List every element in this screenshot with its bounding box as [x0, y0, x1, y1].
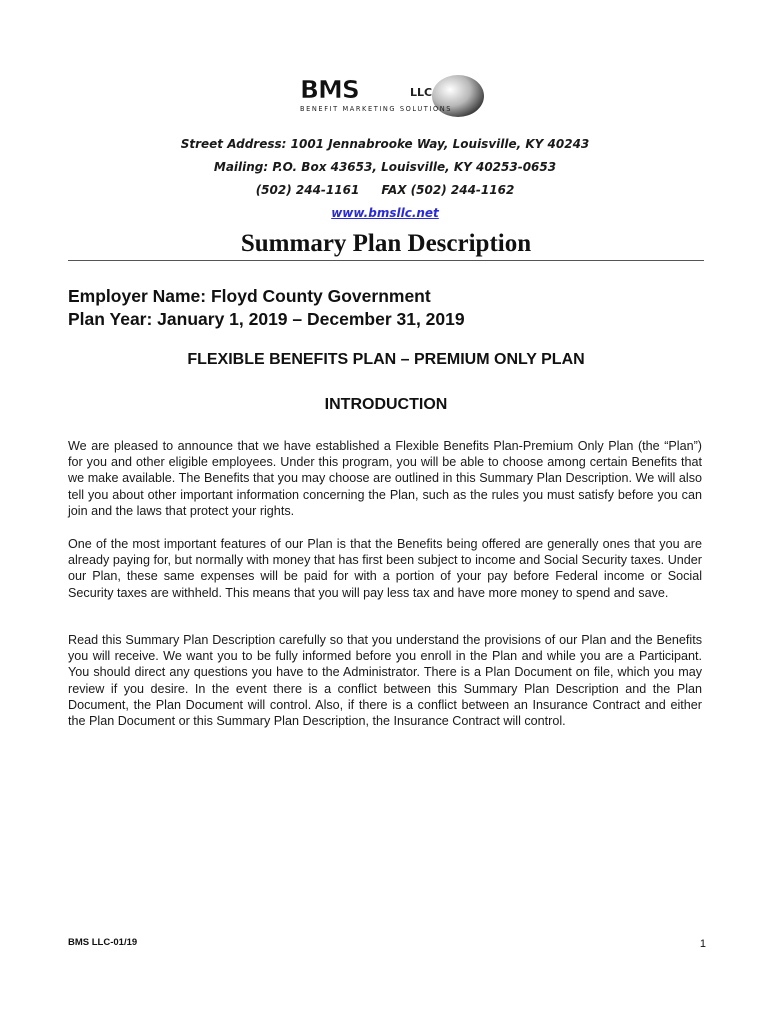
page-number: 1 — [699, 938, 706, 950]
intro-paragraph-3: Read this Summary Plan Description carefully so that you understand the provisions of our Plan and the Benefits you will receive. We want you to be fully informed before you enroll in the Plan and while you are a Participant. You should direct any questions you have to the Administrator. There is a Plan Document on file, which you may review if you desire. In the event there is a conflict between this Summary Plan Description and the Plan Document, the Plan Document will control. Also, if there is a conflict between an Insurance Contract and either the Plan Document or this Summary Plan Description, the Insurance Contract will control. — [68, 633, 702, 729]
mailing-address: Mailing: P.O. Box 43653, Louisville, KY 40253-0653 — [213, 160, 557, 174]
phone-number: (502) 244-1161 — [255, 183, 360, 197]
plan-heading: FLEXIBLE BENEFITS PLAN – PREMIUM ONLY PLAN — [187, 351, 585, 368]
section-heading: INTRODUCTION — [324, 396, 448, 413]
bms-logo — [290, 74, 486, 118]
website-link-line — [0, 206, 770, 220]
phone-fax-line — [0, 183, 770, 197]
street-address: Street Address: 1001 Jennabrooke Way, Louisville, KY 40243 — [180, 137, 590, 151]
logo-tagline: BENEFIT MARKETING SOLUTIONS — [300, 105, 453, 113]
footer-version: BMS LLC-01/19 — [68, 937, 138, 948]
document-title: Summary Plan Description — [240, 230, 532, 257]
intro-paragraph-1: We are pleased to announce that we have established a Flexible Benefits Plan-Premium Only Plan (the “Plan”) for you and other eligible employees. Under this program, you will be able to choose among certain Benefits that we make available. The Benefits that you may choose are outlined in this Summary Plan Description. We will also tell you about other important information concerning the Plan, such as the rules you must satisfy before you can join and the laws that protect your rights. — [68, 439, 702, 518]
employer-name: Employer Name: Floyd County Government — [68, 286, 431, 306]
logo-main-text: BMS — [300, 75, 359, 104]
website-link[interactable]: www.bmsllc.net — [331, 206, 439, 220]
fax-number: FAX (502) 244-1162 — [381, 183, 515, 197]
intro-paragraph-2: One of the most important features of our Plan is that the Benefits being offered are generally ones that you are already paying for, but normally with money that has first been subject to income and Social Security taxes. Under our Plan, these same expenses will be paid for with a portion of your pay before Federal income or Social Security taxes are withheld. This means that you will pay less tax and have more money to spend and save. — [68, 537, 702, 600]
plan-year: Plan Year: January 1, 2019 – December 31, 2019 — [68, 309, 465, 329]
title-divider — [68, 260, 704, 261]
logo-suffix-text: LLC — [410, 86, 433, 99]
